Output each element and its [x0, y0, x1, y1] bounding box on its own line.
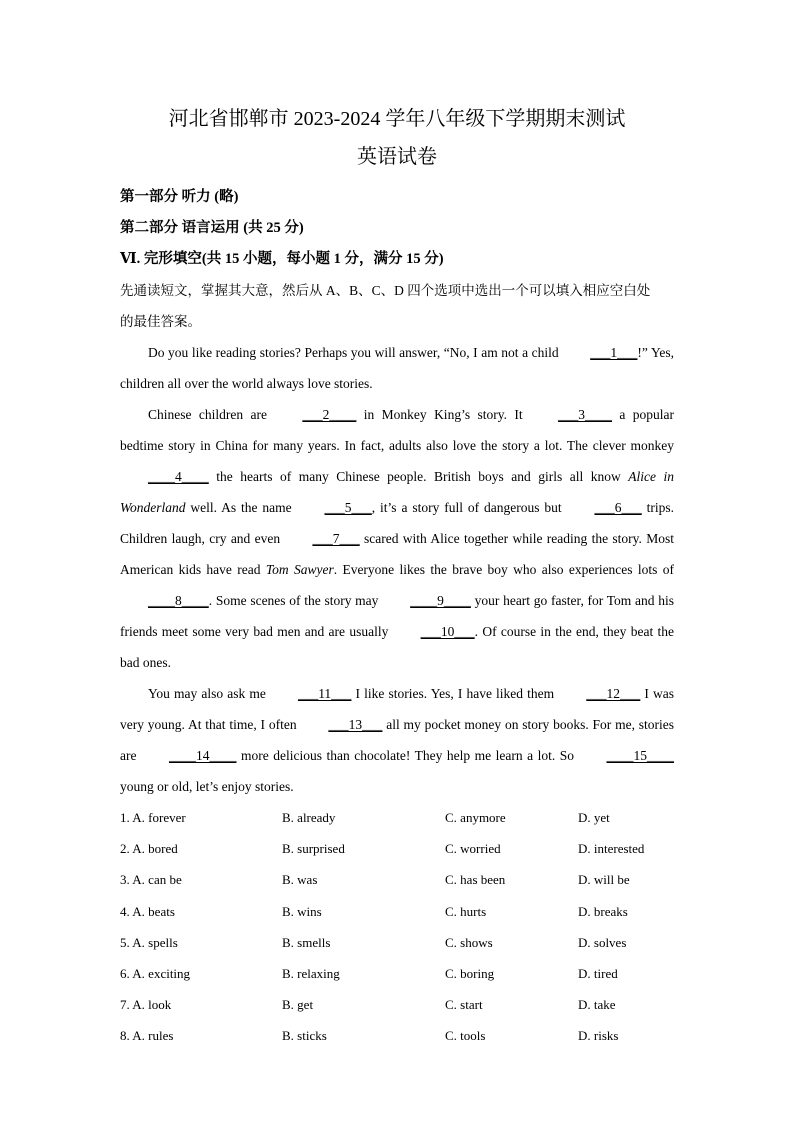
- option-c: C. start: [445, 997, 483, 1013]
- blank-6: ___6___: [594, 500, 642, 515]
- blank-13: ___13___: [328, 717, 383, 732]
- option-row: [120, 802, 674, 833]
- option-d: D. interested: [578, 841, 645, 857]
- option-row: [120, 989, 674, 1020]
- text-run: You may also ask me: [148, 686, 270, 701]
- option-b: B. was: [282, 872, 318, 888]
- text-run: I was very young. At that time, I often: [120, 686, 674, 732]
- exam-subtitle: 英语试卷: [357, 146, 437, 168]
- blank-1: ___1___: [590, 345, 638, 360]
- text-run: all my pocket money on story books. For me, stories are: [120, 717, 674, 763]
- blank-8: ____8____: [148, 593, 209, 608]
- blank-3: ___3____: [558, 407, 612, 422]
- blank-11: ___11___: [297, 686, 352, 701]
- book-title: Tom Sawyer: [265, 562, 334, 577]
- text-run: scared with Alice together while reading the story. Most American kids have read: [120, 531, 674, 577]
- option-d: D. breaks: [578, 903, 628, 919]
- option-b: B. wins: [282, 903, 322, 919]
- option-a: 1. A. forever: [120, 810, 186, 825]
- option-row: [120, 927, 674, 958]
- text-run: a popular bedtime story in China for many years. In fact, adults also love the story a lot. The clever monkey: [120, 407, 675, 453]
- option-row: [120, 896, 674, 927]
- option-d: D. will be: [578, 872, 630, 888]
- text-run: well. As the name: [185, 500, 297, 515]
- option-row: [120, 833, 674, 864]
- text-run: . Of course in the end, they beat the bad ones.: [120, 624, 674, 670]
- option-d: D. yet: [578, 810, 610, 825]
- exam-page: [120, 100, 674, 1052]
- blank-14: ____14____: [168, 748, 237, 763]
- option-a: 6. A. exciting: [120, 966, 191, 982]
- section6-heading: Ⅵ. 完形填空(共 15 小题，每小题 1 分，满分 15 分): [120, 251, 444, 267]
- blank-9: ____9____: [410, 593, 471, 608]
- text-run: . Everyone likes the brave boy who also experiences lots of: [333, 562, 674, 577]
- instructions-line1: 先通读短文，掌握其大意，然后从 A、B、C、D 四个选项中选出一个可以填入相应空白处: [120, 283, 651, 298]
- blank-12: ___12___: [586, 686, 641, 701]
- exam-title: 河北省邯郸市 2023-2024 学年八年级下学期期末测试: [168, 108, 626, 130]
- option-row: [120, 864, 674, 895]
- passage-paragraph-1: [120, 337, 674, 399]
- option-row: [120, 958, 674, 989]
- passage-paragraph-2: [120, 399, 674, 678]
- blank-4: ____4____: [148, 469, 209, 484]
- text-run: more delicious than chocolate! They help me learn a lot. So: [236, 748, 579, 763]
- option-a: 8. A. rules: [120, 1028, 174, 1044]
- book-title: Alice in Wonderland: [120, 469, 675, 515]
- part2-heading: 第二部分 语言运用 (共 25 分): [120, 220, 304, 236]
- text-run: . Some scenes of the story may: [208, 593, 383, 608]
- part1-heading: 第一部分 听力 (略): [120, 189, 239, 205]
- option-c: C. tools: [445, 1028, 486, 1044]
- blank-5: ___5___: [324, 500, 372, 515]
- option-b: B. surprised: [282, 841, 345, 857]
- option-d: D. take: [578, 997, 616, 1013]
- answer-options: [120, 802, 674, 1052]
- text-run: , it’s a story full of dangerous but: [371, 500, 567, 515]
- option-a: 2. A. bored: [120, 841, 178, 857]
- text-run: young or old, let’s enjoy stories.: [120, 779, 294, 794]
- option-b: B. relaxing: [282, 966, 340, 982]
- option-c: C. worried: [445, 841, 501, 857]
- option-b: B. sticks: [282, 1028, 327, 1044]
- option-c: C. hurts: [445, 903, 487, 919]
- text-run: the hearts of many Chinese people. British boys and girls all know: [208, 469, 629, 484]
- passage-paragraph-3: [120, 678, 674, 802]
- blank-2: ___2____: [302, 407, 357, 422]
- text-run: Do you like reading stories? Perhaps you will answer, “No, I am not a child: [148, 345, 563, 360]
- option-d: D. risks: [578, 1028, 619, 1044]
- option-c: C. anymore: [445, 810, 506, 825]
- option-c: C. boring: [445, 966, 495, 982]
- option-d: D. tired: [578, 966, 618, 982]
- blank-7: ___7___: [312, 531, 360, 546]
- text-run: trips. Children laugh, cry and even: [120, 500, 674, 546]
- text-run: I like stories. Yes, I have liked them: [351, 686, 559, 701]
- option-c: C. has been: [445, 872, 506, 888]
- option-c: C. shows: [445, 934, 493, 950]
- option-a: 7. A. look: [120, 997, 172, 1013]
- option-a: 3. A. can be: [120, 872, 182, 888]
- blank-10: ___10___: [420, 624, 475, 639]
- option-a: 4. A. beats: [120, 903, 175, 919]
- blank-15: ____15____: [606, 748, 674, 763]
- text-run: in Monkey King’s story. It: [356, 407, 530, 422]
- option-row: [120, 1020, 674, 1051]
- text-run: Chinese children are: [148, 407, 275, 422]
- option-b: B. get: [282, 997, 314, 1013]
- option-b: B. already: [282, 810, 336, 825]
- text-run: your heart go faster, for Tom and his friends meet some very bad men and are usually: [120, 593, 674, 639]
- instructions-line2: 的最佳答案。: [120, 314, 201, 329]
- option-a: 5. A. spells: [120, 934, 178, 950]
- option-b: B. smells: [282, 934, 331, 950]
- text-run: !” Yes, children all over the world always love stories.: [120, 345, 674, 391]
- option-d: D. solves: [578, 934, 627, 950]
